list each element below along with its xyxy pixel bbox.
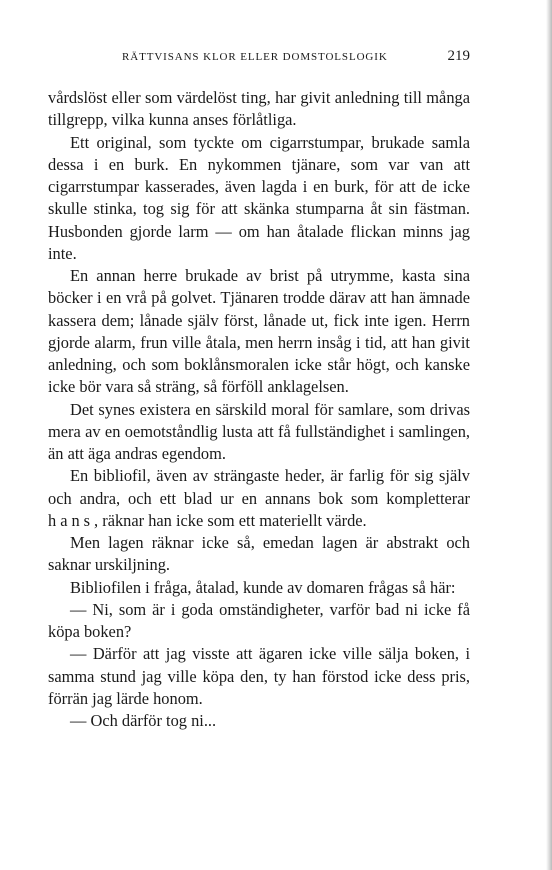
page-number: 219: [447, 48, 470, 64]
running-title: RÄTTVISANS KLOR ELLER DOMSTOLSLOGIK: [122, 51, 388, 63]
paragraph-5-part-1: En bibliofil, även av strängaste heder, är farlig för sig själv och andra, och ett blad ur en annans bok som kompletterar: [48, 466, 470, 508]
paragraph-4: Det synes existera en särskild moral för samlare, som drivas mera av en oemotståndlig lusta att få fullständighet i samlingen, än att äga andras egendom.: [48, 399, 470, 463]
emphasized-word: hans: [48, 510, 95, 530]
page-edge-shadow: [546, 0, 552, 870]
paragraph-1: vårdslöst eller som värdelöst ting, har givit anledning till många tillgrepp, vilka kunna anses förlåtliga.: [48, 88, 470, 130]
paragraph-6: Men lagen räknar icke så, emedan lagen är abstrakt och saknar urskiljning.: [48, 533, 470, 575]
body-text: [48, 87, 470, 732]
paragraph-5-part-2: , räknar han icke som ett materiellt värde.: [94, 510, 367, 530]
paragraph-5: [48, 465, 470, 532]
dialogue-line-2: — Därför att jag visste att ägaren icke ville sälja boken, i samma stund jag ville köpa den, ty han förstod icke dess pris, förrän jag lärde honom.: [48, 644, 470, 708]
dialogue-line-3: — Och därför tog ni...: [70, 711, 217, 730]
paragraph-3: En annan herre brukade av brist på utrymme, kasta sina böcker i en vrå på golvet. Tjänaren trodde därav att han ämnade kassera dem; lånade själv först, lånade ut, fick inte igen. Herrn gjorde alarm, frun ville åtala, men herrn insåg i tid, att han givit anledning, och som boklånsmoralen icke står högt, och kanske icke bör vara så sträng, så förföll anklagelsen.: [48, 266, 470, 397]
running-header: [122, 48, 470, 70]
paragraph-7: Bibliofilen i fråga, åtalad, kunde av domaren frågas så här:: [70, 577, 456, 597]
paragraph-2: Ett original, som tyckte om cigarrstumpar, brukade samla dessa i en burk. En nykommen tjänare, som var van att cigarrstumpar kasserades, även lagda i en burk, för att de icke skulle stinka, tog sig för att skänka stumparna åt sin fästman. Husbonden gjorde larm — om han åtalade flickan minns jag inte.: [48, 132, 470, 263]
dialogue-line-1: — Ni, som är i goda omständigheter, varför bad ni icke få köpa boken?: [48, 599, 470, 641]
